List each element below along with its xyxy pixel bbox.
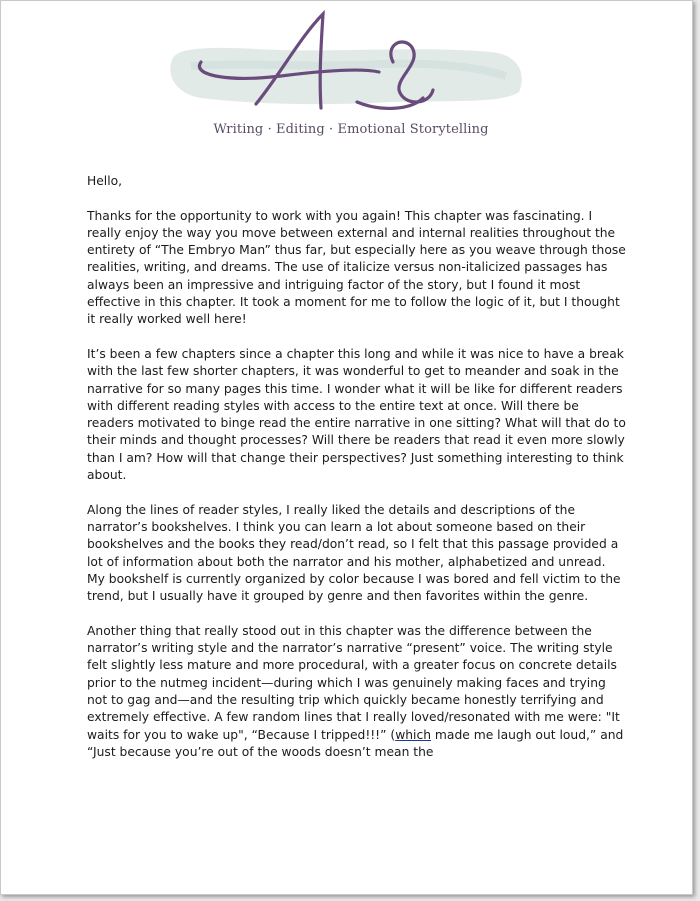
letter-body (87, 173, 627, 778)
paragraph-2: It’s been a few chapters since a chapter this long and while it was nice to have a break with the last few shorter chapters, it was wonderful to get to meander and soak in the narrative for so many pages this time. I wonder what it will be like for different readers with different reading styles with access to the entire text at once. Will there be readers motivated to binge read the entire narrative in one sitting? What will that do to their minds and thought processes? Will there be readers that read it even more slowly than I am? How will that change their perspectives? Just something interesting to think about. (87, 346, 626, 483)
underlined-word: which (395, 727, 432, 742)
tagline: Writing · Editing · Emotional Storytelling (213, 122, 489, 137)
paragraph-3: Along the lines of reader styles, I really liked the details and descriptions of the narrator’s bookshelves. I think you can learn a lot about someone based on their bookshelves and the books they read/don’t read, so I felt that this passage provided a lot of information about both the narrator and his mother, alphabetized and unread. My bookshelf is currently organized by color because I was bored and fell victim to the trend, but I usually have it grouped by genre and then favorites within the genre. (87, 502, 621, 604)
paragraph-4 (87, 623, 627, 761)
letterhead (161, 6, 541, 141)
paragraph-4-text-a: Another thing that really stood out in this chapter was the difference between the narrator’s writing style and the narrator’s narrative “present” voice. The writing style felt slightly less mature and more procedural, with a greater focus on concrete details prior to the nutmeg incident—during which I was genuinely making faces and trying not to gag and—and the resulting trip which quickly became honestly terrifying and extremely effective. A few random lines that I really loved/resonated with me were: "It waits for you to wake up", “Because I tripped!!!” ( (87, 623, 620, 742)
paragraph-1: Thanks for the opportunity to work with you again! This chapter was fascinating. I really enjoy the way you move between external and internal realities throughout the entirety of “The Embryo Man” thus far, but especially here as you weave through those realities, writing, and dreams. The use of italicize versus non-italicized passages has always been an impressive and intriguing factor of the story, but I found it most effective in this chapter. It took a moment for me to follow the logic of it, but I thought it really worked well here! (87, 208, 626, 327)
paragraph-4-text-b: made me laugh out loud,” and “Just because you’re out of the woods doesn’t mean the (87, 727, 624, 759)
salutation: Hello, (87, 174, 123, 188)
monogram-logo (161, 6, 541, 126)
